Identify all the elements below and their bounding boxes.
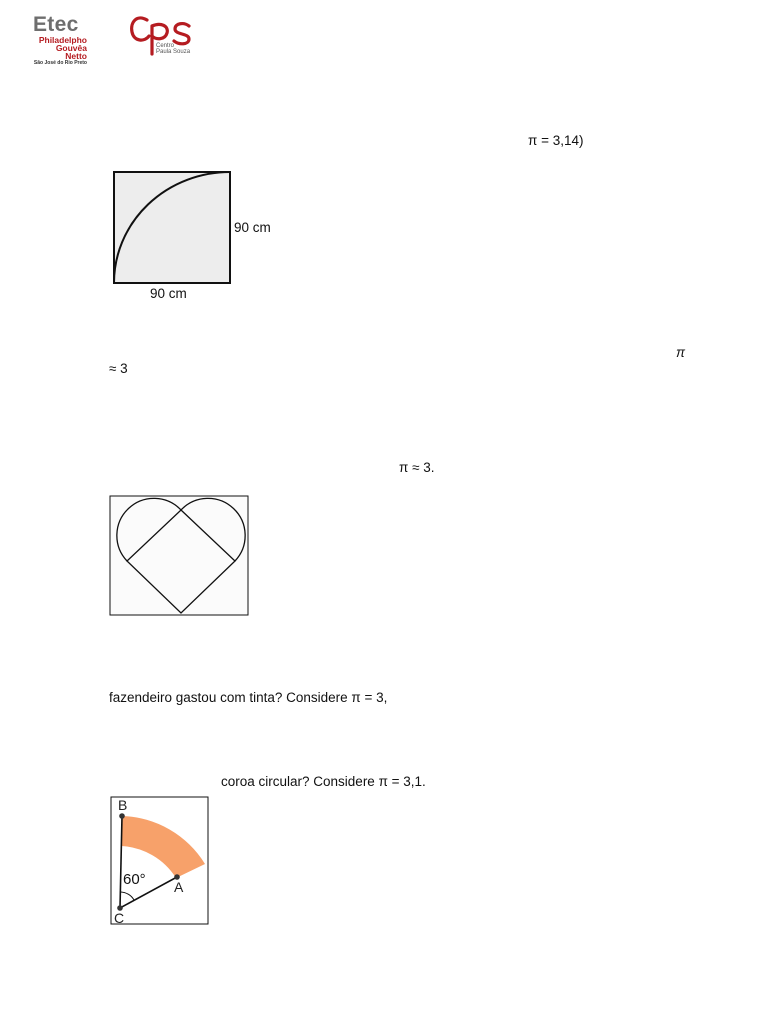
etec-logo-line2: Gouvêa Netto [55,43,87,61]
q5-label-b: B [118,797,128,813]
q5-label-c: C [114,910,125,926]
q5-angle-label: 60° [123,871,146,888]
q1-side-label: 90 cm [234,220,271,235]
etec-logo-city: São José do Rio Preto [33,60,87,66]
q3-heart-figure [109,495,251,619]
q3-figure-frame [110,496,248,615]
q5-point-b [119,813,125,819]
cps-logo-line1: Centro [156,43,175,49]
q1-square-figure [105,165,285,305]
cps-logo [129,12,195,56]
q5-crown-figure [110,796,210,926]
q3-pi-note: π ≈ 3. [399,460,435,475]
etec-logo [33,13,93,66]
etec-logo-line1: Philadelpho [38,35,87,45]
q2-pi-symbol: π [676,345,686,360]
q5-text: coroa circular? Considere π = 3,1. [221,774,426,789]
etec-logo-word: Etec [33,13,79,36]
q5-label-a: A [174,879,184,895]
q1-bottom-label: 90 cm [150,286,187,301]
q2-pi-value: ≈ 3 [109,361,128,376]
q4-text: fazendeiro gastou com tinta? Considere π = 3, [109,690,388,705]
q1-square [114,172,230,283]
q1-pi-note: π = 3,14) [528,133,584,148]
cps-logo-line2: Paula Souza [156,49,191,55]
